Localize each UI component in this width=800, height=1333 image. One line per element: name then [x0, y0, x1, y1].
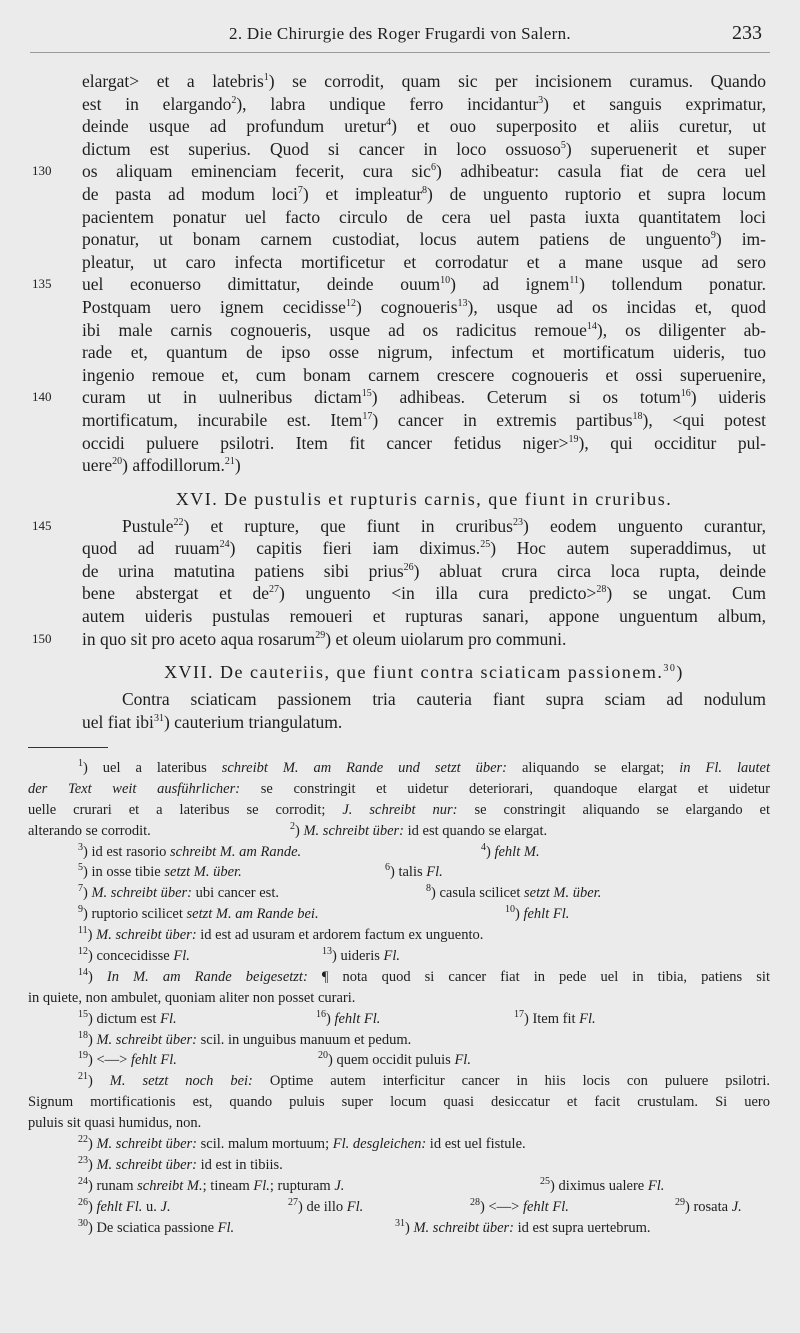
footnote: $^5$) in osse tibie setzt M. über.: [78, 862, 242, 881]
text-line: Pustule$^{22}$) et rupture, que fiunt in cruribus$^{23}$) eodem unguento curantur, 145: [32, 515, 766, 536]
text-line: occidi puluere psilotri. Item fit cancer fetidus niger>$^{19}$), qui occiditur pul-: [82, 432, 767, 453]
line-number: 145: [32, 517, 52, 533]
text-line: Contra sciaticam passionem tria cauteria fiant supra sciam ad nodulum: [122, 689, 766, 710]
running-title: 2. Die Chirurgie des Roger Frugardi von Salern.: [229, 24, 571, 43]
text-line: quod ad ruuam$^{24}$) capitis fieri iam diximus.$^{25}$) Hoc autem superaddimus, ut: [82, 538, 766, 559]
footnote: $^{10}$) fehlt Fl.: [505, 904, 570, 923]
footnote-line: $^{14}$) In M. am Rande beigesetzt: ¶ nota quod si cancer fiat in pede uel in tibia, patiens sit: [78, 967, 770, 985]
footnote-line: uelle crurari et a lateribus se corrodit; J. schreibt nur: se constringit aliquando se elargando et: [28, 801, 770, 818]
text-block-chapter-xv-end: [32, 70, 767, 477]
text-line: curam ut in uulneribus dictam$^{15}$) adhibeas. Ceterum si os totum$^{16}$) uideris 140: [32, 387, 766, 408]
footnote-line: [28, 904, 770, 925]
footnote: $^9$) ruptorio scilicet setzt M. am Rande bei.: [78, 904, 319, 923]
text-line: uel fiat ibi$^{31}$) cauterium triangulatum.: [82, 711, 343, 732]
footnote-line: $^{21}$) M. setzt noch bei: Optime autem interficitur cancer in hiis locis con puluere psilotri.: [78, 1071, 770, 1090]
text-line: mortificatum, incurabile est. Item$^{17}$) cancer in extremis partibus$^{18}$), <qui potest: [82, 409, 766, 430]
footnotes: [28, 758, 770, 1238]
text-block-chapter-xvii: [82, 688, 766, 733]
footnote-line: $^{11}$) M. schreibt über: id est ad usuram et ardorem factum ex unguento.: [78, 925, 484, 944]
footnote: $^{13}$) uideris Fl.: [322, 946, 401, 965]
footnote: $^4$) fehlt M.: [481, 841, 540, 860]
footnote-line: Signum mortificationis est, quando puluis super locum quasi desiccatur et facit crustulam. Si uero: [28, 1094, 770, 1111]
footnote: $^{31}$) M. schreibt über: id est supra uertebrum.: [395, 1217, 651, 1236]
text-line: pleatur, ut caro infecta mortificetur et corrodatur et a mane usque ad sero: [82, 251, 766, 272]
footnote: $^{19}$) <—> fehlt Fl.: [78, 1050, 177, 1069]
footnote: $^{30}$) De sciatica passione Fl.: [78, 1217, 235, 1236]
text-line: rade et, quantum de ipso osse nigrum, infectum et mortificatum uideris, tuo: [82, 342, 766, 363]
line-number: 130: [32, 163, 52, 179]
footnote-line: [28, 842, 770, 863]
footnote: $^{15}$) dictum est Fl.: [78, 1008, 177, 1027]
footnote-line: $^{22}$) M. schreibt über: scil. malum mortuum; Fl. desgleichen: id est uel fistule.: [78, 1134, 526, 1153]
text-block-chapter-xvi: [32, 515, 766, 651]
footnote-line: [28, 1218, 770, 1239]
text-line: de pasta ad modum loci$^7$) et impleatur$^8$) de unguento ruptorio et supra locum: [82, 183, 766, 204]
text-line: de urina matutina patiens sibi prius$^{26}$) abluat crura circa loca rupta, deinde: [82, 560, 766, 581]
text-line: pacientem ponatur uel facto circulo de cera uel pasta iuxta quantitatem loci: [82, 206, 766, 227]
footnote: $^{24}$) runam schreibt M.; tineam Fl.; rupturam J.: [78, 1175, 345, 1194]
main-text: [32, 70, 767, 733]
text-line: uere$^{20}$) affodillorum.$^{21}$): [82, 455, 241, 476]
section-heading-xvi: XVI. De pustulis et rupturis carnis, que fiunt in cruribus.: [175, 488, 673, 509]
text-line: Postquam uero ignem cecidisse$^{12}$) cognoueris$^{13}$), usque ad os incidas et, quod: [82, 296, 766, 317]
line-number: 140: [32, 389, 52, 405]
footnote-line: [28, 862, 770, 883]
footnote-line: [28, 821, 770, 842]
text-line: est in elargando$^2$), labra undique ferro incidantur$^3$) et sanguis exprimatur,: [82, 93, 766, 114]
footnote-line: [28, 1009, 770, 1030]
footnote-line: [28, 946, 770, 967]
footnote-line: [28, 1197, 770, 1218]
text-line: uel econuerso dimittatur, deinde ouum$^{10}$) ad ignem$^{11}$) tollendum ponatur. 135: [32, 274, 766, 295]
footnote: $^2$) M. schreibt über: id est quando se elargat.: [290, 820, 548, 839]
text-line: ingenio remoue et, cum bonam carnem crescere cognoueris et ossi superuenire,: [82, 364, 766, 385]
footnote-line: [28, 1050, 770, 1071]
footnote: $^7$) M. schreibt über: ubi cancer est.: [78, 883, 279, 902]
text-line: autem uideris pustulas remoueri et rupturas sanari, appone unguentum album,: [82, 606, 766, 627]
section-heading-xvii: XVII. De cauteriis, que fiunt contra sciaticam passionem.$^{30}$): [164, 662, 684, 683]
text-line: dictum est superius. Quod si cancer in loco ossuoso$^5$) superuenerit et super: [82, 138, 766, 159]
footnote: $^{25}$) diximus ualere Fl.: [540, 1175, 665, 1194]
text-line: ponatur, ut bonam carnem custodiat, locus autem patiens de unguento$^9$) im-: [82, 229, 766, 250]
footnote-line: [28, 1176, 770, 1197]
footnote-line: puluis sit quasi humidus, non.: [28, 1115, 202, 1132]
footnote-line: der Text weit ausführlicher: se constringit et uidetur deteriorari, quandoque elargat et uidetur: [28, 780, 770, 797]
footnote: $^6$) talis Fl.: [385, 862, 443, 881]
footnote: $^{17}$) Item fit Fl.: [514, 1008, 596, 1027]
footnote: $^3$) id est rasorio schreibt M. am Rande.: [78, 841, 302, 860]
footnote-line: $^1$) uel a lateribus schreibt M. am Rande und setzt über: aliquando se elargat; in Fl. lautet: [78, 758, 770, 776]
footnote-line: [28, 883, 770, 904]
footnote: alterando se corrodit.: [28, 822, 151, 839]
page-number: 233: [732, 22, 762, 44]
text-line: elargat> et a latebris$^1$) se corrodit, quam sic per incisionem curamus. Quando: [82, 71, 766, 91]
text-line: bene abstergat et $de^{27}$) unguento <in illa cura predicto>$^{28}$) se ungat. Cum: [82, 583, 766, 604]
footnote: $^{27}$) de illo Fl.: [288, 1196, 364, 1215]
text-line: in quo sit pro aceto aqua rosarum$^{29}$) et oleum uiolarum pro communi. 150: [32, 628, 567, 649]
footnote-line: $^{18}$) M. schreibt über: scil. in unguibus manuum et pedum.: [78, 1029, 412, 1048]
footnote: $^{20}$) quem occidit puluis Fl.: [318, 1050, 471, 1069]
footnote-line: $^{23}$) M. schreibt über: id est in tibiis.: [78, 1155, 283, 1173]
footnote: $^{26}$) fehlt Fl. u. J.: [78, 1196, 171, 1215]
line-number: 150: [32, 630, 52, 646]
footnote-rule: [28, 747, 108, 748]
footnote: $^{12}$) concecidisse Fl.: [78, 946, 190, 965]
footnote: $^{28}$) <—> fehlt Fl.: [470, 1196, 569, 1215]
text-line: os aliquam eminenciam fecerit, cura sic$^6$) adhibeatur: casula fiat de cera uel 130: [32, 161, 766, 182]
footnote: $^{16}$) fehlt Fl.: [316, 1008, 381, 1027]
footnote: $^{29}$) rosata J.: [675, 1196, 742, 1215]
footnote-line: in quiete, non ambulet, quoniam aliter non posset curari.: [28, 989, 356, 1006]
page-header: [30, 22, 770, 53]
line-number: 135: [32, 276, 52, 292]
footnote: $^8$) casula scilicet setzt M. über.: [426, 883, 602, 902]
text-line: deinde usque ad profundum uretur$^4$) et ouo superposito et aliis curetur, ut: [82, 116, 766, 137]
text-line: ibi male carnis cognoueris, usque ad os radicitus remoue$^{14}$), os diligenter ab-: [82, 319, 766, 340]
